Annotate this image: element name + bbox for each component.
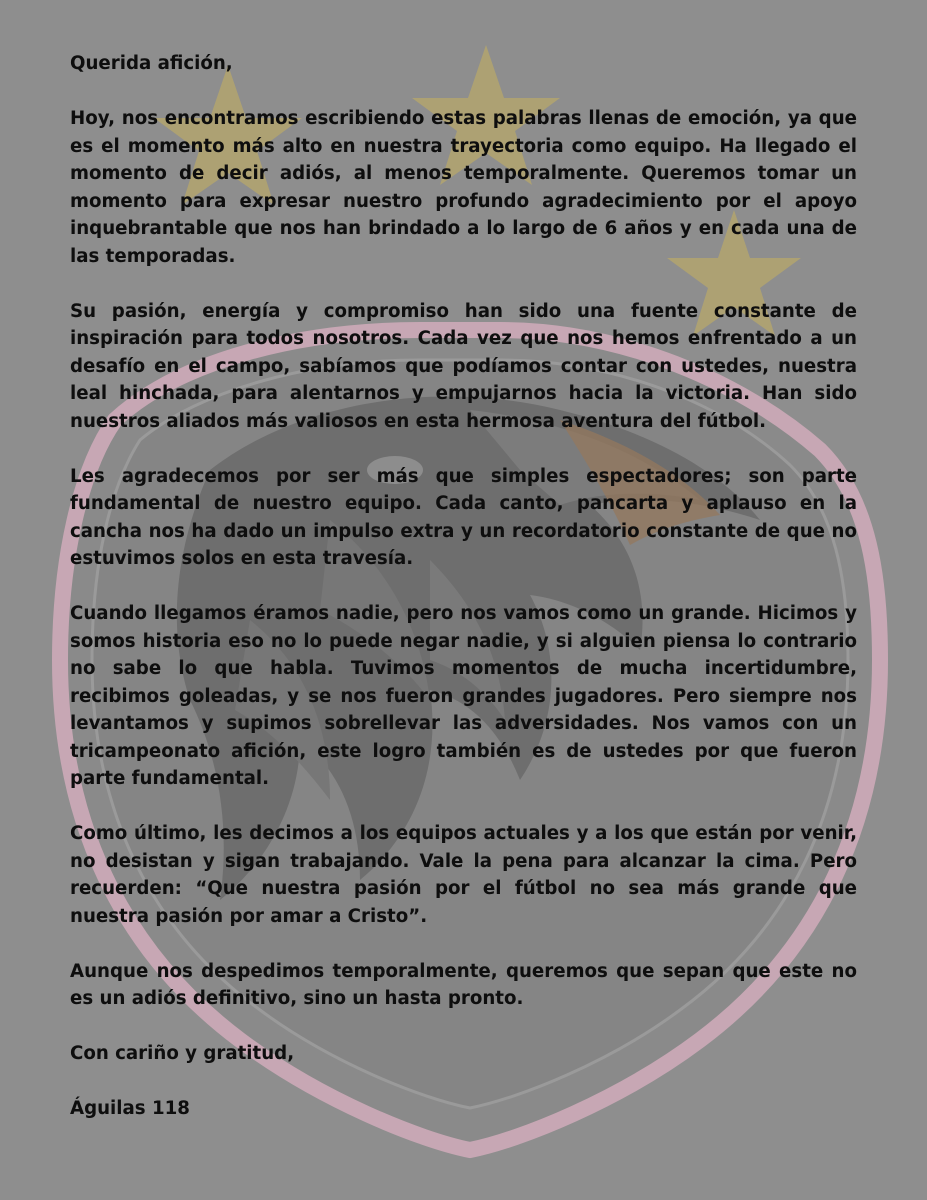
letter-paragraph: Hoy, nos encontramos escribiendo estas palabras llenas de emoción, ya que es el momento más alto en nuestra trayectoria como equipo. Ha llegado el momento de decir adiós, al menos temporalmente. Queremos tomar un momento para expresar nuestro profundo agradecimiento por el apoyo inquebrantable que nos han brindado a lo largo de 6 años y en cada una de las temporadas. xyxy=(70,108,857,267)
letter-signature: Águilas 118 xyxy=(70,1098,190,1119)
letter-paragraph: Como último, les decimos a los equipos actuales y a los que están por venir, no desistan y sigan trabajando. Vale la pena para alcanzar la cima. Pero recuerden: “Que nuestra pasión por el fútbol no sea más grande que nuestra pasión por amar a Cristo”. xyxy=(70,823,857,927)
letter-paragraph: Cuando llegamos éramos nadie, pero nos vamos como un grande. Hicimos y somos historia eso no lo puede negar nadie, y si alguien piensa lo contrario no sabe lo que habla. Tuvimos momentos de mucha incertidumbre, recibimos goleadas, y se nos fueron grandes jugadores. Pero siempre nos levantamos y supimos sobrellevar las adversidades. Nos vamos con un tricampeonato afición, este logro también es de ustedes por que fueron parte fundamental. xyxy=(70,603,857,789)
letter-salutation: Querida afición, xyxy=(70,53,233,74)
letter-paragraph: Su pasión, energía y compromiso han sido una fuente constante de inspiración para todos nosotros. Cada vez que nos hemos enfrentado a un desafío en el campo, sabíamos que podíamos contar con ustedes, nuestra leal hinchada, para alentarnos y empujarnos hacia la victoria. Han sido nuestros aliados más valiosos en esta hermosa aventura del fútbol. xyxy=(70,300,857,432)
letter-paragraph: Les agradecemos por ser más que simples espectadores; son parte fundamental de nuestro equipo. Cada canto, pancarta y aplauso en la cancha nos ha dado un impulso extra y un recordatorio constante de que no estuvimos solos en esta travesía. xyxy=(70,465,857,569)
farewell-letter xyxy=(70,50,857,1150)
letter-paragraph: Aunque nos despedimos temporalmente, queremos que sepan que este no es un adiós definitivo, sino un hasta pronto. xyxy=(70,960,857,1009)
letter-closing: Con cariño y gratitud, xyxy=(70,1043,295,1064)
